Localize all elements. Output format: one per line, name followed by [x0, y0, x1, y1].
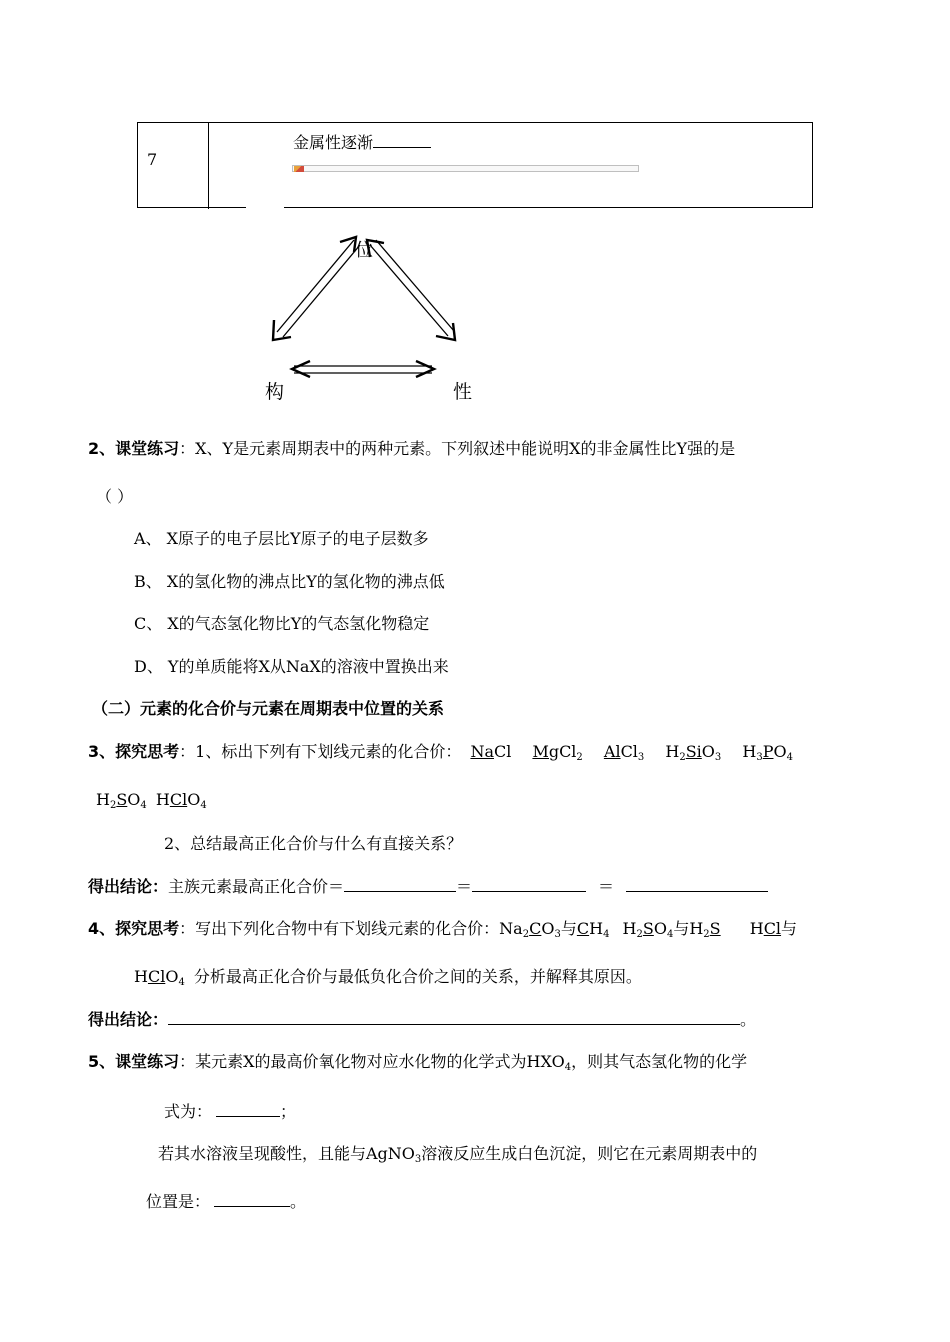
section-heading: （二）元素的化合价与元素在周期表中位置的关系: [92, 699, 445, 718]
question-title: 课堂练习: [115, 439, 180, 458]
question-5-line4: 位置是： 。: [146, 1192, 307, 1211]
diagram-label-position: 位: [355, 240, 373, 261]
arrow-head-icon: [416, 361, 434, 377]
formula-na2co3: $Na_2CO_3$: [499, 919, 561, 940]
arrow-left-line-a: [277, 240, 354, 332]
diagram-label-property: 性: [453, 381, 473, 403]
arrow-right-line-a: [370, 245, 448, 336]
question-5: 5、课堂练习：某元素X的最高价氧化物对应水化物的化学式为$HXO_4$，则其气态氢化物的化学: [88, 1052, 748, 1073]
formula-h2s: $H_2S$: [689, 919, 721, 940]
formula-mgcl2: MgCl$_2$: [532, 742, 583, 763]
formula-h2so4-b: $H_2SO_4$: [622, 919, 674, 940]
formula-h2sio3: $H_2SiO_3$: [665, 742, 722, 763]
answer-blank[interactable]: [216, 1102, 280, 1117]
arrow-left-line-b: [283, 245, 360, 337]
answer-blank[interactable]: [472, 877, 586, 892]
question-3: 3、探究思考：1、标出下列有下划线元素的化合价： NaCl MgCl$_2$ AlCl$_3$ $H_2SiO_3$ $H_3PO_4$: [88, 742, 793, 763]
table-divider: [208, 123, 209, 209]
formula-nacl: NaCl: [470, 742, 512, 761]
formula-ch4: $CH_4$: [576, 919, 610, 940]
formula-h2so4: $H_2SO_4$: [96, 790, 147, 811]
answer-paren: （ ）: [96, 487, 134, 506]
answer-blank[interactable]: [626, 877, 768, 892]
formula-line: [96, 790, 207, 809]
arrow-right-line-b: [376, 240, 454, 331]
question-5-line3: 若其水溶液呈现酸性，且能与AgNO$_3$溶液反应生成白色沉淀，则它在元素周期表中的: [158, 1144, 758, 1165]
question-5-line2: 式为： ；: [164, 1102, 297, 1121]
formula-alcl3: AlCl$_3$: [603, 742, 645, 763]
row-number: 7: [147, 150, 158, 169]
option-d: D、 Y的单质能将X从NaX的溶液中置换出来: [134, 657, 449, 676]
question-2: 2、课堂练习：X、Y是元素周期表中的两种元素。下列叙述中能说明X的非金属性比Y强的是: [88, 439, 736, 458]
broken-image-icon: [294, 166, 304, 172]
arrow-head-icon: [340, 237, 356, 252]
formula-h3po4: $H_3PO_4$: [742, 742, 793, 763]
option-b: B、 X的氢化物的沸点比Y的氢化物的沸点低: [134, 572, 445, 591]
answer-blank[interactable]: [344, 877, 456, 892]
option-c: C、 X的气态氢化物比Y的气态氢化物稳定: [134, 614, 430, 633]
answer-blank[interactable]: [214, 1192, 290, 1207]
formula-hcl: HCl: [749, 919, 782, 938]
answer-blank[interactable]: [373, 133, 431, 148]
conclusion-2: 得出结论： 。: [88, 1010, 757, 1029]
question-title: 探究思考: [115, 742, 180, 761]
image-placeholder-bar: [292, 165, 639, 172]
arrow-head-icon: [292, 361, 310, 377]
border-gap: [246, 206, 284, 211]
table-cell-text: 金属性逐渐: [293, 130, 431, 153]
formula-hclo4: HClO$_4$: [155, 790, 207, 811]
question-title: 探究思考: [115, 919, 180, 938]
diagram-label-structure: 构: [265, 381, 285, 403]
question-title: 课堂练习: [115, 1052, 180, 1071]
question-3-subquestion: 2、总结最高正化合价与什么有直接关系？: [164, 834, 463, 853]
conclusion-1: 得出结论：主族元素最高正化合价＝ ＝ ＝: [88, 874, 768, 897]
formula-hclo4-b: HClO$_4$: [134, 967, 185, 988]
answer-blank[interactable]: [168, 1010, 740, 1025]
option-a: A、 X原子的电子层比Y原子的电子层数多: [134, 529, 429, 548]
question-4: 4、探究思考：写出下列化合物中有下划线元素的化合价：$Na_2CO_3$与$CH_4$ $H_2SO_4$与$H_2S$ HCl与: [88, 919, 798, 940]
question-4-line2: HClO$_4$ 分析最高正化合价与最低负化合价之间的关系，并解释其原因。: [134, 967, 642, 988]
